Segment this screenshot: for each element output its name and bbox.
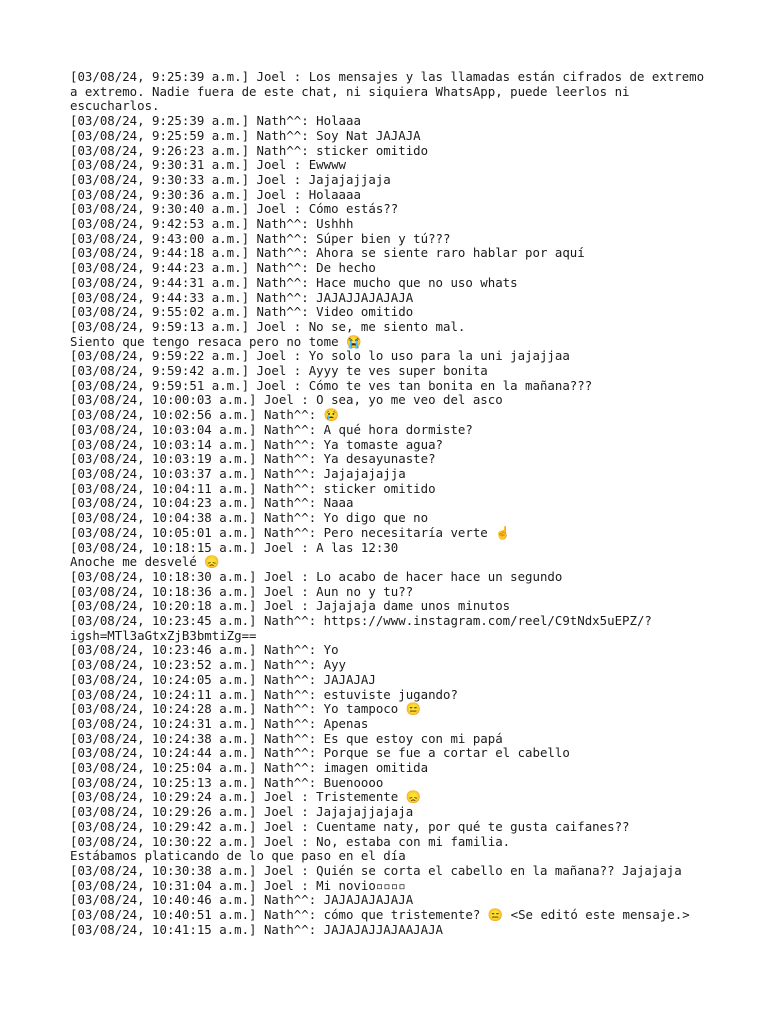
chat-line: [03/08/24, 10:03:19 a.m.] Nath^^: Ya desayunaste? xyxy=(70,451,436,467)
chat-line: [03/08/24, 9:42:53 a.m.] Nath^^: Ushhh xyxy=(70,216,354,232)
chat-line: [03/08/24, 10:24:38 a.m.] Nath^^: Es que estoy con mi papá xyxy=(70,730,503,746)
chat-transcript xyxy=(70,70,710,937)
chat-line: [03/08/24, 9:59:51 a.m.] Joel : Cómo te ves tan bonita en la mañana??? xyxy=(70,377,593,393)
chat-line: [03/08/24, 10:20:18 a.m.] Joel : Jajajaja dame unos minutos xyxy=(70,598,511,614)
chat-line: [03/08/24, 10:18:15 a.m.] Joel : A las 12:30 xyxy=(70,539,399,555)
chat-line: [03/08/24, 10:00:03 a.m.] Joel : O sea, yo me veo del asco xyxy=(70,392,503,408)
chat-line: [03/08/24, 9:30:31 a.m.] Joel : Ewwww xyxy=(70,157,347,173)
chat-line: [03/08/24, 9:26:23 a.m.] Nath^^: sticker omitido xyxy=(70,142,429,158)
chat-line: [03/08/24, 10:24:28 a.m.] Nath^^: Yo tampoco 😑 xyxy=(70,701,422,717)
chat-line: Siento que tengo resaca pero no tome 😭 xyxy=(70,333,362,349)
chat-line: [03/08/24, 9:55:02 a.m.] Nath^^: Video omitido xyxy=(70,304,414,320)
chat-line: [03/08/24, 10:02:56 a.m.] Nath^^: 😢 xyxy=(70,407,340,423)
chat-line: [03/08/24, 10:23:46 a.m.] Nath^^: Yo xyxy=(70,642,339,658)
chat-line: Estábamos platicando de lo que paso en el día xyxy=(70,848,406,864)
chat-line: [03/08/24, 10:41:15 a.m.] Nath^^: JAJAJAJJAJAAJAJA xyxy=(70,921,443,937)
chat-line: [03/08/24, 10:29:26 a.m.] Joel : Jajajajjajaja xyxy=(70,804,414,820)
chat-line: [03/08/24, 10:29:24 a.m.] Joel : Tristemente 😞 xyxy=(70,789,422,805)
chat-line: [03/08/24, 9:30:40 a.m.] Joel : Cómo estás?? xyxy=(70,201,399,217)
chat-line: Anoche me desvelé 😞 xyxy=(70,554,220,570)
chat-line: [03/08/24, 9:25:59 a.m.] Nath^^: Soy Nat JAJAJA xyxy=(70,127,421,143)
chat-line: [03/08/24, 9:25:39 a.m.] Joel : Los mensajes y las llamadas están cifrados de extremo a extremo. Nadie fuera de este chat, ni siquiera WhatsApp, puede leerlos ni escucharlos. xyxy=(70,69,712,114)
chat-line: [03/08/24, 10:29:42 a.m.] Joel : Cuentame naty, por qué te gusta caifanes?? xyxy=(70,818,630,834)
chat-line: [03/08/24, 10:25:04 a.m.] Nath^^: imagen omitida xyxy=(70,760,429,776)
chat-line: [03/08/24, 10:18:36 a.m.] Joel : Aun no y tu?? xyxy=(70,583,414,599)
chat-line: [03/08/24, 10:30:38 a.m.] Joel : Quién se corta el cabello en la mañana?? Jajajaja xyxy=(70,862,682,878)
chat-line: [03/08/24, 10:03:14 a.m.] Nath^^: Ya tomaste agua? xyxy=(70,436,443,452)
chat-line: [03/08/24, 10:03:37 a.m.] Nath^^: Jajajajajja xyxy=(70,465,406,481)
chat-line: [03/08/24, 10:30:22 a.m.] Joel : No, estaba con mi familia. xyxy=(70,833,511,849)
chat-line: [03/08/24, 9:59:13 a.m.] Joel : No se, me siento mal. xyxy=(70,318,466,334)
chat-line: [03/08/24, 9:30:36 a.m.] Joel : Holaaaa xyxy=(70,186,361,202)
chat-line: [03/08/24, 10:05:01 a.m.] Nath^^: Pero necesitaría verte ☝️ xyxy=(70,524,511,540)
chat-line: [03/08/24, 9:44:18 a.m.] Nath^^: Ahora se siente raro hablar por aquí xyxy=(70,245,585,261)
chat-line: [03/08/24, 10:03:04 a.m.] Nath^^: A qué hora dormiste? xyxy=(70,421,473,437)
chat-line: [03/08/24, 9:44:23 a.m.] Nath^^: De hecho xyxy=(70,260,376,276)
chat-line: [03/08/24, 9:44:31 a.m.] Nath^^: Hace mucho que no uso whats xyxy=(70,274,518,290)
chat-line: [03/08/24, 10:24:05 a.m.] Nath^^: JAJAJAJ xyxy=(70,671,376,687)
chat-line: [03/08/24, 10:04:38 a.m.] Nath^^: Yo digo que no xyxy=(70,510,429,526)
chat-line: [03/08/24, 10:23:45 a.m.] Nath^^: https://www.instagram.com/reel/C9tNdx5uEPZ/?igsh=MTl3aGtxZjB3bmtiZg== xyxy=(70,613,652,643)
chat-line: [03/08/24, 10:25:13 a.m.] Nath^^: Buenoooo xyxy=(70,774,384,790)
chat-line: [03/08/24, 9:43:00 a.m.] Nath^^: Súper bien y tú??? xyxy=(70,230,451,246)
chat-line: [03/08/24, 10:18:30 a.m.] Joel : Lo acabo de hacer hace un segundo xyxy=(70,568,563,584)
chat-line: [03/08/24, 9:44:33 a.m.] Nath^^: JAJAJJAJAJAJA xyxy=(70,289,414,305)
chat-line: [03/08/24, 10:24:31 a.m.] Nath^^: Apenas xyxy=(70,715,369,731)
chat-line: [03/08/24, 9:30:33 a.m.] Joel : Jajajajjaja xyxy=(70,171,391,187)
chat-line: [03/08/24, 10:40:46 a.m.] Nath^^: JAJAJAJAJAJA xyxy=(70,892,414,908)
chat-line: [03/08/24, 10:31:04 a.m.] Joel : Mi novio▫▫▫▫ xyxy=(70,877,406,893)
chat-line: [03/08/24, 10:23:52 a.m.] Nath^^: Ayy xyxy=(70,657,347,673)
chat-line: [03/08/24, 10:04:23 a.m.] Nath^^: Naaa xyxy=(70,495,354,511)
chat-line: [03/08/24, 9:25:39 a.m.] Nath^^: Holaaa xyxy=(70,113,361,129)
chat-line: [03/08/24, 10:24:44 a.m.] Nath^^: Porque se fue a cortar el cabello xyxy=(70,745,570,761)
chat-line: [03/08/24, 9:59:22 a.m.] Joel : Yo solo lo uso para la uni jajajjaa xyxy=(70,348,570,364)
chat-line: [03/08/24, 10:04:11 a.m.] Nath^^: sticker omitido xyxy=(70,480,436,496)
chat-line: [03/08/24, 9:59:42 a.m.] Joel : Ayyy te ves super bonita xyxy=(70,363,488,379)
chat-line: [03/08/24, 10:40:51 a.m.] Nath^^: cómo que tristemente? 😑 <Se editó este mensaje.> xyxy=(70,907,690,923)
chat-line: [03/08/24, 10:24:11 a.m.] Nath^^: estuviste jugando? xyxy=(70,686,458,702)
